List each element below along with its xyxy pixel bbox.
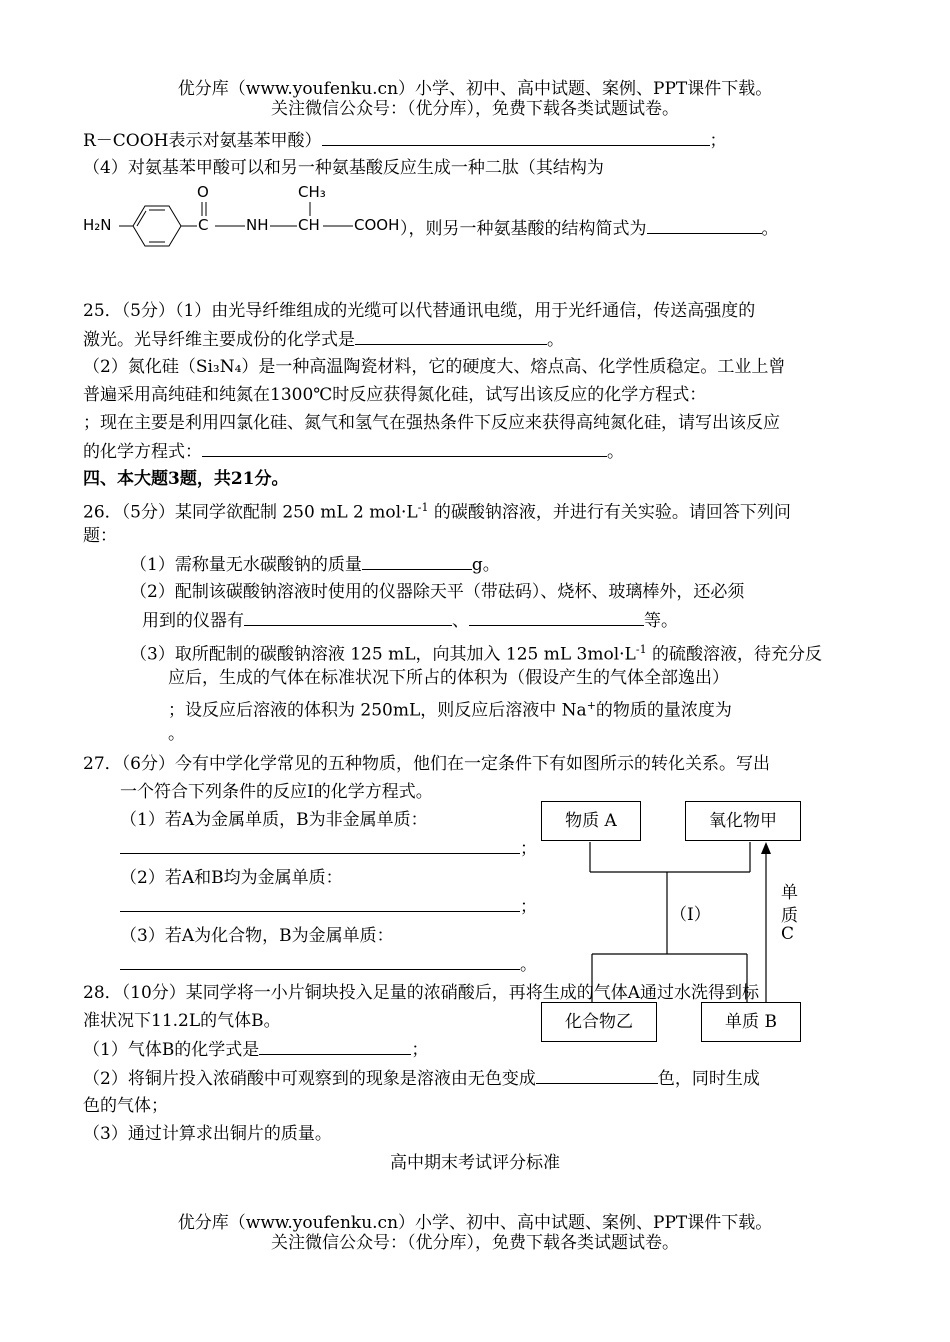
footer-line-2: 关注微信公众号：（优分库），免费下载各类试题试卷。 (271, 1233, 679, 1253)
answer-blank[interactable] (259, 1037, 411, 1055)
carbon-label: C (198, 216, 209, 234)
q26-sub-3b: 应后，生成的气体在标准状况下所占的体积为（假设产生的气体全部逸出） (168, 668, 729, 688)
reaction-label-i: （Ⅰ） (670, 905, 711, 925)
scoring-standard-title: 高中期末考试评分标准 (390, 1153, 560, 1173)
answer-blank[interactable] (120, 952, 520, 970)
q27-sub-3: （3）若A为化合物，B为金属单质： (120, 926, 394, 946)
q28-line-2: 准状况下11.2L的气体B。 (83, 1011, 281, 1031)
answer-blank[interactable] (536, 1066, 658, 1084)
nh-label: NH (246, 216, 269, 234)
section-4-title: 四、本大题3题，共21分。 (83, 469, 289, 489)
q25-line-4: 普遍采用高纯硅和纯氮在1300℃时反应获得氮化硅，试写出该反应的化学方程式： (83, 385, 707, 405)
q27-sub-1: （1）若A为金属单质，B为非金属单质： (120, 810, 428, 830)
answer-blank[interactable] (355, 327, 547, 345)
header-line-2: 关注微信公众号：（优分库），免费下载各类试题试卷。 (271, 99, 679, 119)
q25-line-2: 激光。光导纤维主要成份的化学式是 。 (83, 327, 564, 352)
q24-line-b: （4）对氨基苯甲酸可以和另一种氨基酸反应生成一种二肽（其结构为 (83, 158, 604, 178)
q26-sub-2b: 用到的仪器有 、 等。 (142, 608, 678, 633)
q28-sub-2: （2）将铜片投入浓硝酸中可观察到的现象是溶液由无色变成 色，同时生成 (83, 1066, 760, 1091)
side-label-c: C (781, 924, 795, 944)
q26-sub-1: （1）需称量无水碳酸钠的质量 g。 (130, 552, 500, 577)
answer-blank[interactable] (469, 608, 644, 626)
answer-blank[interactable] (202, 439, 607, 457)
answer-blank[interactable] (120, 836, 520, 854)
oxygen-label: O (197, 183, 209, 201)
q27-answer-2: ； (120, 894, 537, 919)
q25-line-6: 的化学方程式： 。 (83, 439, 624, 464)
q26-sub-2a: （2）配制该碳酸钠溶液时使用的仪器除天平（带砝码）、烧杯、玻璃棒外，还必须 (130, 582, 745, 602)
box-oxide-jia: 氧化物甲 (685, 801, 801, 841)
answer-blank[interactable] (362, 552, 472, 570)
q26-sub-3a: （3）取所配制的碳酸钠溶液 125 mL，向其加入 125 mL $3mol\cdot L^{-1}$ 的硫酸溶液，待充分反 (130, 643, 822, 665)
answer-blank[interactable] (244, 608, 452, 626)
ch3-label: CH₃ (298, 183, 326, 201)
q26-line-2: 题： (83, 526, 117, 546)
q27-answer-1: ； (120, 836, 537, 861)
q28-line-1: 28．（10分）某同学将一小片铜块投入足量的浓硝酸后，再将生成的气体A通过水洗得到标 (83, 983, 760, 1003)
q24-line-c: ），则另一种氨基酸的结构简式为 。 (400, 214, 779, 239)
box-element-b: 单质 B (701, 1002, 801, 1042)
side-label-zhi: 质 (781, 906, 798, 926)
q28-sub-1: （1）气体B的化学式是 ； (83, 1037, 428, 1062)
ch-label: CH (298, 216, 320, 234)
q25-line-3: （2）氮化硅（Si₃N₄）是一种高温陶瓷材料，它的硬度大、熔点高、化学性质稳定。工业上曾 (83, 357, 786, 377)
q28-sub-2b: 色的气体； (83, 1096, 168, 1116)
q26-line-1: 26．（5分）某同学欲配制 250 mL 2 $mol\cdot L^{-1}$ 的碳酸钠溶液，并进行有关实验。请回答下列问 (83, 501, 791, 523)
q27-answer-3: 。 (120, 952, 537, 977)
h2n-label: H₂N (83, 216, 112, 234)
box-compound-yi: 化合物乙 (541, 1002, 657, 1042)
header-line-1: 优分库（www.youfenku.cn）小学、初中、高中试题、案例、PPT课件下载。 (177, 79, 773, 99)
q24-line-a: R－COOH表示对氨基苯甲酸） ； (83, 128, 727, 153)
q28-sub-3: （3）通过计算求出铜片的质量。 (83, 1124, 332, 1144)
q27-sub-2: （2）若A和B均为金属单质： (120, 868, 343, 888)
dipeptide-bonds (83, 180, 443, 250)
answer-blank[interactable] (120, 894, 520, 912)
answer-blank[interactable] (647, 216, 762, 234)
footer-line-1: 优分库（www.youfenku.cn）小学、初中、高中试题、案例、PPT课件下载。 (177, 1213, 773, 1233)
answer-blank[interactable] (322, 128, 710, 146)
q25-line-1: 25．（5分）（1）由光导纤维组成的光缆可以代替通讯电缆，用于光纤通信，传送高强度的 (83, 301, 756, 321)
q26-sub-3d: 。 (168, 724, 185, 744)
cooh-label: COOH (354, 216, 400, 234)
q25-line-5: ；现在主要是利用四氯化硅、氮气和氢气在强热条件下反应来获得高纯氮化硅，请写出该反应 (83, 413, 780, 433)
q27-line-2: 一个符合下列条件的反应Ⅰ的化学方程式。 (120, 782, 433, 802)
box-substance-a: 物质 A (541, 801, 641, 841)
q26-sub-3c: ；设反应后溶液的体积为 250mL，则反应后溶液中 Na+的物质的量浓度为 (168, 699, 732, 721)
q27-line-1: 27．（6分）今有中学化学常见的五种物质，他们在一定条件下有如图所示的转化关系。写出 (83, 754, 770, 774)
side-label-dan: 单 (781, 883, 798, 903)
